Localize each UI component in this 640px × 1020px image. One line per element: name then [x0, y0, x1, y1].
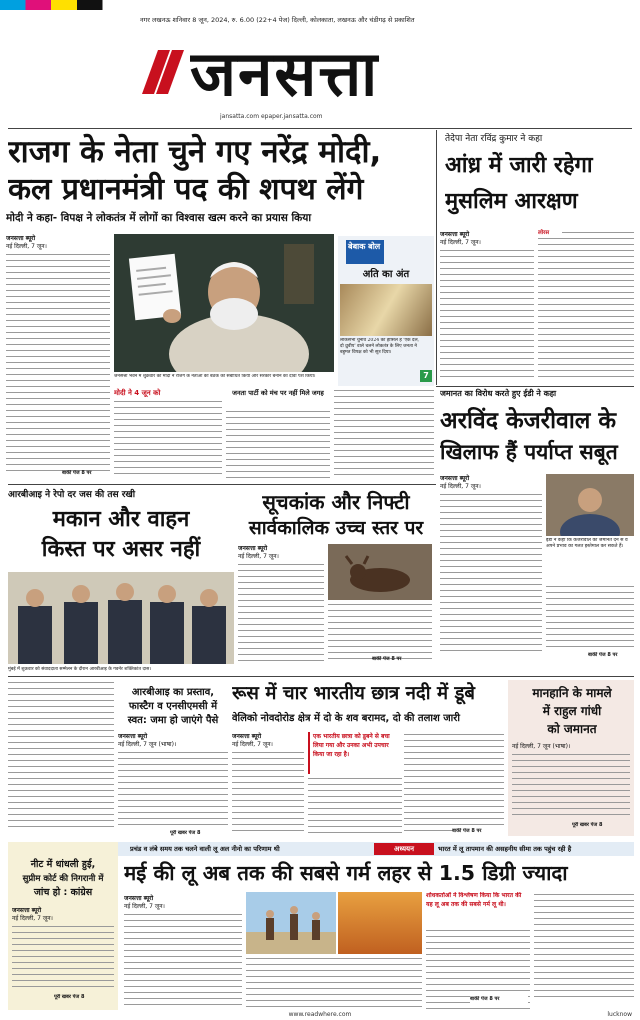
russia-pull-quote: एक भारतीय छात्रा को डूबने से बचा लिया गया और उनका अभी उपचार किया जा रहा है। — [308, 732, 402, 774]
heatwave-people-icon — [246, 892, 336, 954]
russia-headline: रूस में चार भारतीय छात्र नदी में डूबे — [232, 683, 475, 704]
russia-subhead: वेलिको नोवदोरोड क्षेत्र में दो के शव बरामद, दो की तलाश जारी — [232, 713, 460, 724]
bebak-box — [338, 236, 434, 386]
rbi-officials-icon — [8, 572, 234, 664]
rbi-headline-2: किस्त पर असर नहीं — [41, 537, 201, 562]
rbi2-body — [118, 750, 228, 830]
footer-city: lucknow — [607, 1011, 632, 1018]
web-address[interactable]: jansatta.com epaper.jansatta.com — [220, 113, 323, 120]
neet-headline-3: जांच हो : कांग्रेस — [33, 887, 93, 898]
rahul-continuation[interactable]: पूरी खबर पेज 8 — [572, 822, 603, 828]
heat-photo — [246, 892, 336, 954]
russia-body-col2 — [308, 776, 402, 836]
rahul-headline-2: में राहुल गांधी — [542, 704, 602, 718]
sensex-headline-1: सूचकांक और निफ्टी — [262, 490, 410, 514]
neet-continuation[interactable]: पूरी खबर पेज 8 — [54, 994, 85, 1000]
neet-body — [12, 924, 114, 990]
sensex-body-col2 — [328, 602, 432, 662]
sensex-body-col1 — [238, 562, 324, 662]
bebak-photo — [340, 284, 432, 336]
footer-web[interactable]: www.readwhere.com — [288, 1011, 352, 1018]
russia-byline: जनसत्ता ब्यूरो — [232, 733, 262, 740]
left-brief-body — [8, 680, 114, 830]
heat-pull-quote: शोधकर्ताओं ने विश्लेषण किया कि भारत की यह लू अब तक की सबसे गर्म लू थी। — [426, 892, 522, 908]
bail-kicker: जमानत का विरोध करते हुए ईडी ने कहा — [440, 389, 557, 398]
sensex-headline-2: सार्वकालिक उच्च स्तर पर — [248, 517, 424, 539]
heat-continuation[interactable]: बाकी पेज 8 पर — [470, 996, 528, 1004]
heat-body-col2 — [246, 956, 422, 1010]
neet-headline-1: नीट में धांधली हुई, — [30, 859, 96, 870]
lead-headline-2: कल प्रधानमंत्री पद की शपथ लेंगे — [8, 172, 364, 207]
sensex-dateline: नई दिल्ली, 7 जून। — [238, 553, 279, 560]
rbi-headline-1: मकान और वाहन — [52, 507, 190, 532]
lead-continuation[interactable]: बाकी पेज 8 पर — [62, 470, 92, 476]
bail-body-col2 — [546, 584, 634, 652]
heat-body-col4 — [534, 892, 634, 1002]
masthead — [0, 10, 640, 128]
bail-headline-1: अरविंद केजरीवाल के — [440, 408, 617, 434]
dateline-strip: नगर लखनऊ शनिवार 8 जून, 2024, रु. 6.00 (22+4 पेज) दिल्ली, कोलकाता, लखनऊ और चंडीगढ़ से प्रकाशित — [140, 16, 415, 24]
rbi2-headline-2: फास्टैग व एनसीएमसी में — [128, 701, 218, 712]
neet-box — [8, 842, 118, 1010]
tdp-side-lead: लोरस — [538, 228, 562, 236]
neet-byline: जनसत्ता ब्यूरो — [12, 907, 42, 914]
bail-dateline: नई दिल्ली, 7 जून। — [440, 483, 481, 490]
lead-box-2-title: जनता पार्टी को मंच पर नहीं मिले जगह — [232, 389, 324, 397]
rbi-kicker: आरबीआइ ने रेपो दर जस की तस रखी — [8, 490, 136, 500]
rahul-dateline: नई दिल्ली, 7 जून (भाषा)। — [512, 743, 571, 750]
lead-body-text — [6, 252, 110, 476]
logo-stripes-icon — [140, 42, 186, 102]
neet-dateline: नई दिल्ली, 7 जून। — [12, 915, 53, 922]
strip-left: प्रचंड व लंबे समय तक चलने वाली लू अल नीनो का परिणाम थी — [130, 845, 280, 853]
sensex-byline: जनसत्ता ब्यूरो — [238, 545, 268, 552]
lead-photo — [114, 234, 334, 372]
tdp-dateline: नई दिल्ली, 7 जून। — [440, 239, 481, 246]
russia-body-col1 — [232, 750, 304, 836]
russia-body-col3 — [404, 732, 504, 836]
tdp-byline: जनसत्ता ब्यूरो — [440, 231, 470, 238]
bebak-page-badge[interactable]: 7 — [420, 370, 432, 382]
registration-colorbar — [0, 0, 640, 10]
tdp-body-col1 — [440, 248, 534, 382]
bail-byline: जनसत्ता ब्यूरो — [440, 475, 470, 482]
russia-continuation[interactable]: बाकी पेज 8 पर — [452, 828, 504, 836]
rbi2-continuation[interactable]: पूरी खबर पेज 8 — [170, 830, 201, 836]
tdp-body-col2 — [538, 230, 634, 382]
lead-headline-1: राजग के नेता चुने गए नरेंद्र मोदी, — [8, 134, 382, 170]
lead-subhead: मोदी ने कहा- विपक्ष ने लोकतंत्र में लोगों का विश्वास खत्म करने का प्रयास किया — [6, 212, 312, 224]
rahul-box — [508, 680, 634, 836]
rbi2-byline: जनसत्ता ब्यूरो — [118, 733, 148, 740]
bail-photo-caption: ईडी ने कहा कि केजरीवाल को जमानत देने से वे अपने प्रभाव का गलत इस्तेमाल कर सकते हैं। — [546, 538, 628, 549]
rahul-headline-3: को जमानत — [547, 722, 597, 736]
rahul-headline-1: मानहानि के मामले — [532, 686, 612, 700]
logo-mark — [140, 42, 186, 102]
bail-continuation[interactable]: बाकी पेज 8 पर — [588, 652, 618, 658]
lead-box-3 — [334, 388, 434, 480]
heat-byline: जनसत्ता ब्यूरो — [124, 895, 154, 902]
kejriwal-portrait-icon — [546, 474, 634, 536]
rbi2-dateline: नई दिल्ली, 7 जून (भाषा)। — [118, 741, 177, 748]
lead-photo-caption: जनसत्ता भवन में शुक्रवार को मोदी ने राजग के नेताओं की बैठक को संबोधित किया और सरकार बनाने का दावा पेश किया। — [114, 374, 316, 379]
tdp-headline: आंध्र में जारी रहेगा मुसलिम आरक्षण — [445, 153, 593, 214]
heat-dateline: नई दिल्ली, 7 जून। — [124, 903, 165, 910]
heat-photo-2 — [338, 892, 422, 954]
rbi2-headline-3: स्वत: जमा हो जाएंगे पैसे — [127, 715, 219, 726]
sensex-photo — [328, 544, 432, 600]
heat-body-col1 — [124, 912, 242, 1010]
heat-headline: मई की लू अब तक की सबसे गर्म लहर से 1.5 डिग्री ज्यादा — [124, 861, 568, 885]
strip-right: भारत में लू तापमान की असहनीय सीमा तक पहुंच रही है — [438, 845, 572, 853]
rbi-photo-caption: मुंबई में शुक्रवार को संवाददाता सम्मेलन के दौरान आरबीआइ के गवर्नर शक्तिकांत दास। — [8, 667, 151, 672]
sensex-continuation[interactable]: बाकी पेज 8 पर — [372, 656, 402, 662]
bail-photo — [546, 474, 634, 536]
bail-headline-2: खिलाफ हैं पर्याप्त सबूत — [440, 440, 618, 464]
bull-statue-icon — [328, 544, 432, 600]
lead-box-2 — [226, 388, 330, 480]
lead-byline: जनसत्ता ब्यूरो — [6, 235, 36, 242]
bebak-caption: लोकसभा चुनाव 2024 का हासिल है 'एक दल, दो ध्रुवीय' वाले चलने लोकतंत्र के लिए जनता ने बहुमत विपक्ष को भी सूत्र दिया। — [340, 338, 420, 355]
strip-center: अध्ययन — [374, 843, 434, 855]
logo: जनसत्ता — [190, 37, 380, 110]
russia-dateline: नई दिल्ली, 7 जून। — [232, 741, 273, 748]
modi-portrait-icon — [114, 234, 334, 372]
rbi-photo — [8, 572, 234, 664]
bail-body-col1 — [440, 492, 542, 652]
lead-box-1-title: मोदी ने 4 जून को — [114, 389, 161, 397]
lead-box-1 — [114, 388, 222, 480]
tdp-kicker: तेदेपा नेता रविंद्र कुमार ने कहा — [445, 134, 543, 144]
bebak-title: अति का अंत — [362, 269, 410, 280]
rahul-body — [512, 752, 630, 818]
rbi2-headline-1: आरबीआइ का प्रस्ताव, — [131, 687, 215, 698]
lead-dateline: नई दिल्ली, 7 जून। — [6, 243, 47, 250]
bebak-label: बेबाक बोल — [346, 240, 384, 264]
neet-headline-2: सुप्रीम कोर्ट की निगरानी में — [22, 874, 104, 884]
